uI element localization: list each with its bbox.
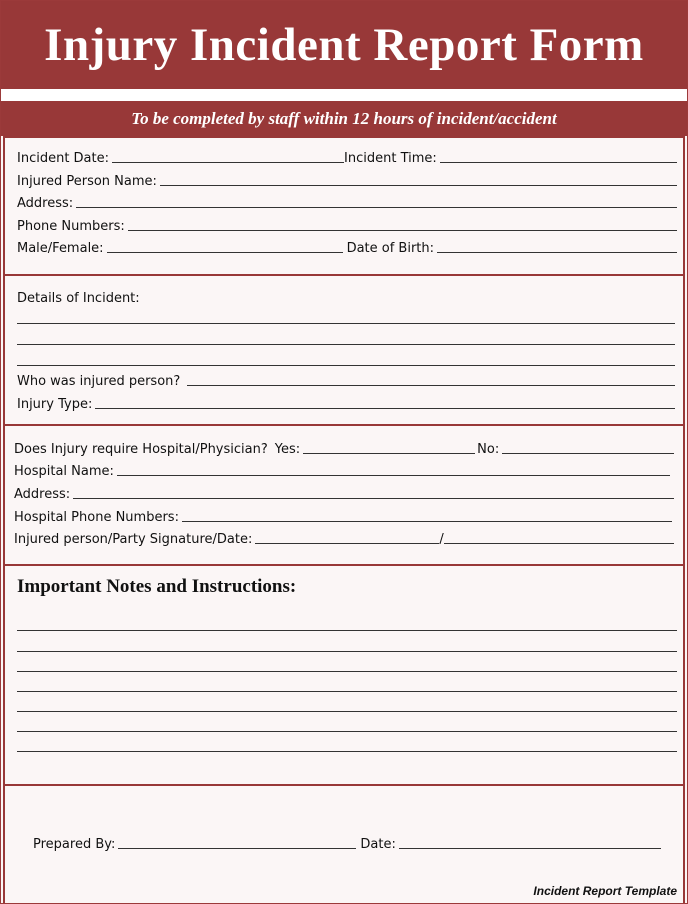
injury-type-label: Injury Type: [17,397,93,412]
phone-numbers-field[interactable] [128,217,677,231]
yes-field[interactable] [303,440,475,454]
date-of-birth-field[interactable] [437,239,677,253]
details-line-1[interactable] [17,323,675,324]
details-line-2[interactable] [17,344,675,345]
requires-hospital-label: Does Injury require Hospital/Physician? [14,442,268,457]
notes-line-3[interactable] [17,671,677,672]
address-row [17,191,677,211]
template-tag: Incident Report Template [533,884,677,898]
incident-date-field[interactable] [112,149,344,163]
hospital-section [3,424,685,566]
signature-date-label: Injured person/Party Signature/Date: [14,532,253,547]
details-of-incident-label: Details of Incident: [17,291,140,306]
notes-title: Important Notes and Instructions: [17,576,297,597]
injured-person-name-field[interactable] [160,172,677,186]
notes-line-5[interactable] [17,711,677,712]
hospital-phone-row [14,505,672,525]
prepared-by-field[interactable] [118,835,356,849]
notes-line-6[interactable] [17,731,677,732]
phone-row [17,214,677,234]
notes-line-1[interactable] [17,630,677,631]
hospital-address-field[interactable] [73,485,674,499]
injured-person-name-label: Injured Person Name: [17,174,157,189]
prepared-by-label: Prepared By: [33,837,116,852]
title-divider [1,89,687,101]
prepared-by-row [33,832,661,852]
male-female-label: Male/Female: [17,241,104,256]
notes-line-4[interactable] [17,691,677,692]
form-subtitle: To be completed by staff within 12 hours of incident/accident [1,101,687,136]
hospital-required-row [14,437,674,457]
incident-date-label: Incident Date: [17,151,110,166]
injured-name-row [17,169,677,189]
incident-date-time-row [17,146,677,166]
notes-line-2[interactable] [17,651,677,652]
who-injured-label: Who was injured person? [17,374,181,389]
person-details-section [3,136,685,276]
signature-date-field[interactable] [444,530,674,544]
no-label: No: [477,442,500,457]
no-field[interactable] [502,440,674,454]
notes-section [3,564,685,786]
signature-date-separator: / [439,532,444,547]
hospital-name-row [14,459,670,479]
address-field[interactable] [76,194,677,208]
hospital-address-label: Address: [14,487,71,502]
hospital-name-label: Hospital Name: [14,464,114,479]
notes-line-7[interactable] [17,751,677,752]
incident-time-label: Incident Time: [344,151,437,166]
footer-section [3,784,685,903]
incident-time-field[interactable] [440,149,677,163]
gender-dob-row [17,236,677,256]
yes-label: Yes: [274,442,301,457]
form-title: Injury Incident Report Form [1,1,687,89]
hospital-address-row [14,482,674,502]
injury-type-row [17,392,675,412]
address-label: Address: [17,196,74,211]
incident-details-section [3,274,685,426]
footer-date-field[interactable] [399,835,661,849]
details-line-3[interactable] [17,365,675,366]
hospital-phone-label: Hospital Phone Numbers: [14,510,179,525]
phone-numbers-label: Phone Numbers: [17,219,125,234]
footer-date-label: Date: [360,837,396,852]
male-female-field[interactable] [107,239,343,253]
hospital-phone-field[interactable] [182,508,672,522]
hospital-name-field[interactable] [117,462,670,476]
date-of-birth-label: Date of Birth: [346,241,435,256]
who-injured-field[interactable] [187,372,675,386]
signature-row [14,527,674,547]
injury-type-field[interactable] [95,395,675,409]
who-injured-row [17,369,675,389]
signature-field[interactable] [255,530,439,544]
details-label-row [17,286,677,306]
